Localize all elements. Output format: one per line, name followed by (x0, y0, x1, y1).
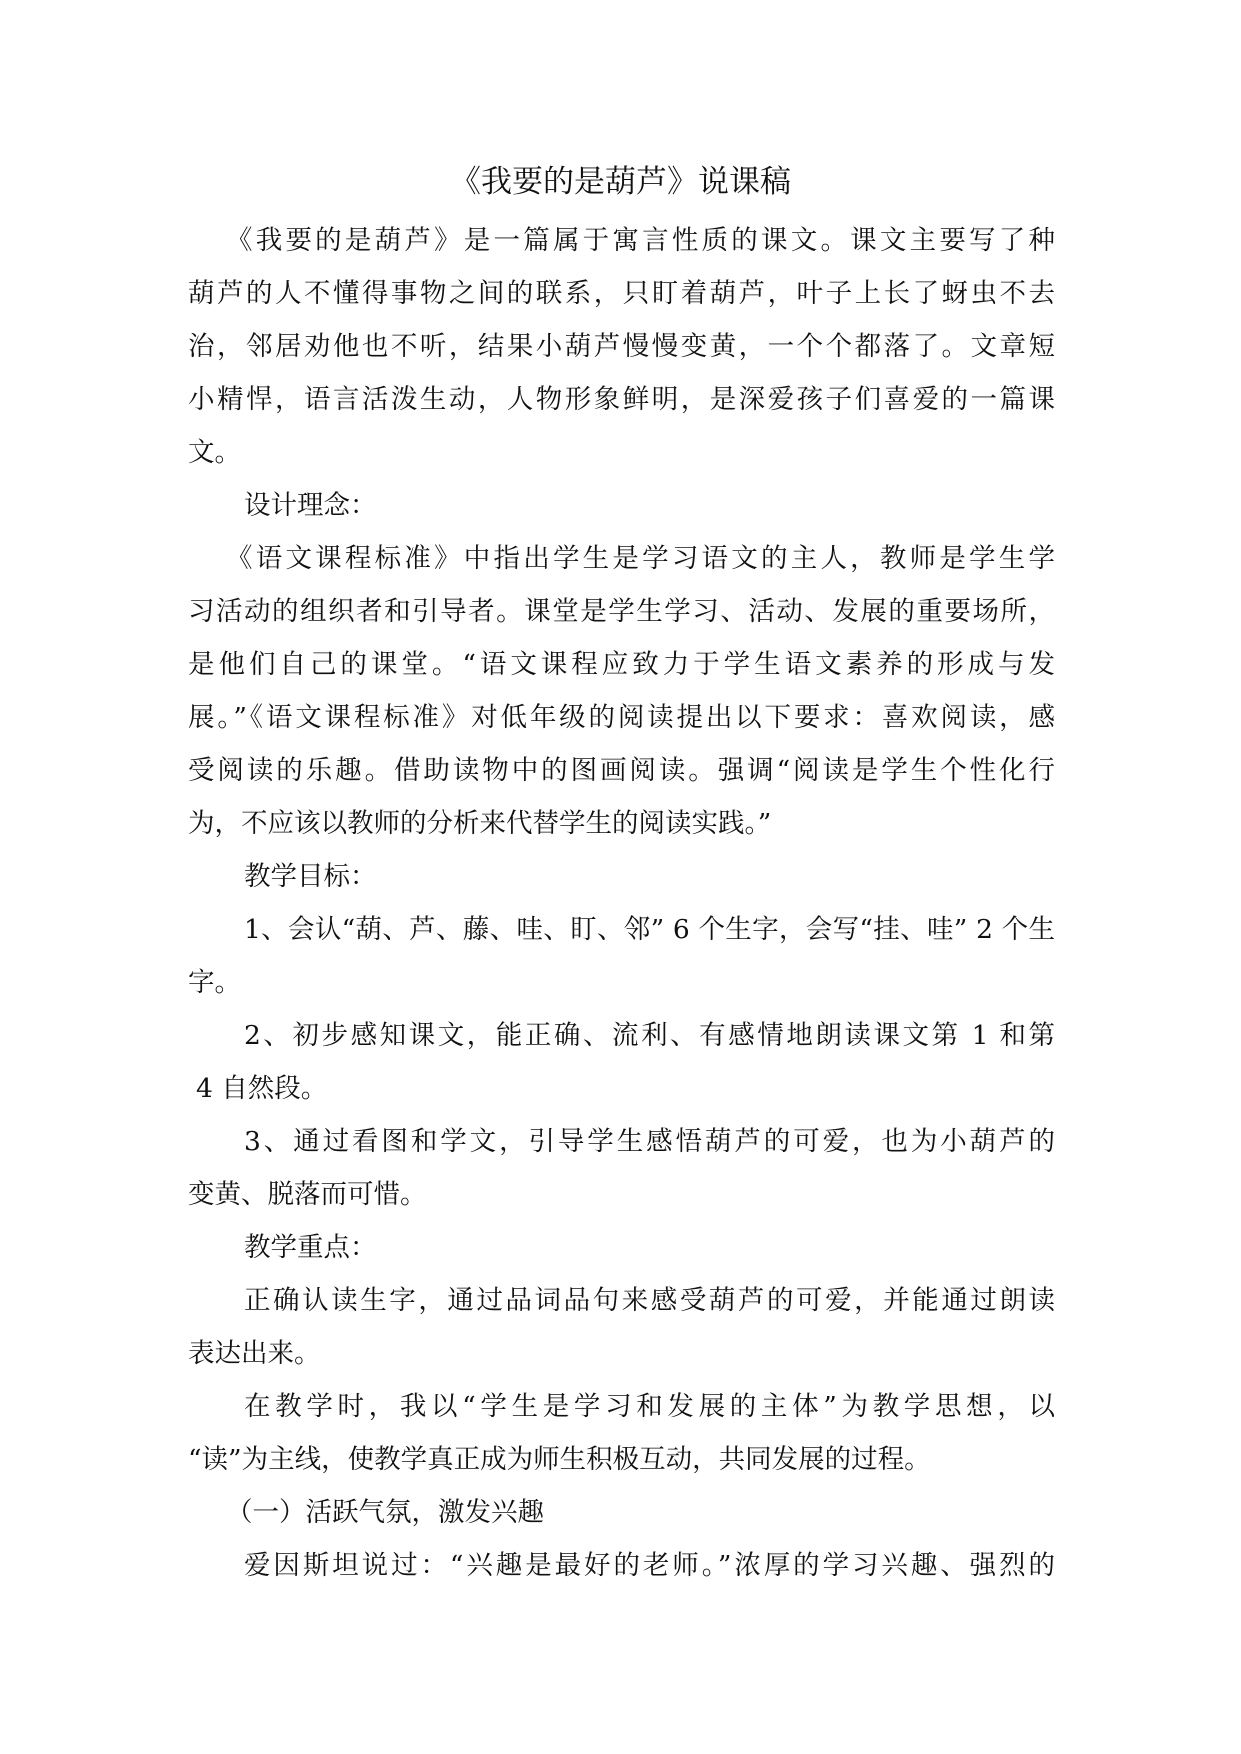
text-line: 展。”《语文课程标准》对低年级的阅读提出以下要求：喜欢阅读，感 (188, 702, 1055, 733)
paragraph-einstein-quote (188, 1539, 1055, 1592)
text-line: 习活动的组织者和引导者。课堂是学生学习、活动、发展的重要场所， (188, 596, 1055, 627)
text-line: 2、初步感知课文，能正确、流利、有感情地朗读课文第 1 和第 (244, 1020, 1055, 1051)
text-line: （一）活跃气氛，激发兴趣 (226, 1497, 544, 1528)
text-line: 受阅读的乐趣。借助读物中的图画阅读。强调“阅读是学生个性化行 (188, 755, 1055, 786)
text-line: 是他们自己的课堂。“语文课程应致力于学生语文素养的形成与发 (188, 649, 1055, 680)
goal-item-1 (188, 903, 1055, 1009)
document-body (188, 214, 1055, 1592)
paragraph-teaching-focus (188, 1274, 1055, 1380)
text-line: 教学重点： (244, 1232, 377, 1263)
paragraph-teaching-approach (188, 1380, 1055, 1486)
text-line: “读”为主线，使教学真正成为师生积极互动，共同发展的过程。 (188, 1444, 931, 1475)
section-heading-design-concept (188, 479, 1055, 532)
paragraph-curriculum-standard (188, 532, 1055, 850)
text-line: 葫芦的人不懂得事物之间的联系，只盯着葫芦，叶子上长了蚜虫不去 (188, 278, 1055, 309)
text-line: 文。 (188, 437, 241, 468)
text-line: 《我要的是葫芦》是一篇属于寓言性质的课文。课文主要写了种 (226, 225, 1055, 256)
text-line: 4 自然段。 (196, 1073, 328, 1104)
text-line: 《语文课程标准》中指出学生是学习语文的主人，教师是学生学 (226, 543, 1055, 574)
goal-item-2 (188, 1009, 1055, 1115)
text-line: 治，邻居劝他也不听，结果小葫芦慢慢变黄，一个个都落了。文章短 (188, 331, 1055, 362)
text-line: 表达出来。 (188, 1338, 321, 1369)
text-line: 1、会认“葫、芦、藤、哇、盯、邻” 6 个生字，会写“挂、哇” 2 个生 (244, 914, 1055, 945)
text-line: 教学目标： (244, 861, 377, 892)
text-line: 变黄、脱落而可惜。 (188, 1179, 427, 1210)
document-title: 《我要的是葫芦》说课稿 (450, 164, 791, 200)
section-heading-step-one (188, 1486, 1055, 1539)
section-heading-teaching-goals (188, 850, 1055, 903)
goal-item-3 (188, 1115, 1055, 1221)
text-line: 设计理念： (244, 490, 377, 521)
text-line: 字。 (188, 967, 241, 998)
text-line: 为，不应该以教师的分析来代替学生的阅读实践。” (188, 808, 772, 839)
section-heading-teaching-focus (188, 1221, 1055, 1274)
text-line: 小精悍，语言活泼生动，人物形象鲜明，是深爱孩子们喜爱的一篇课 (188, 384, 1055, 415)
paragraph-introduction (188, 214, 1055, 479)
text-line: 正确认读生字，通过品词品句来感受葫芦的可爱，并能通过朗读 (244, 1285, 1055, 1316)
text-line: 爱因斯坦说过：“兴趣是最好的老师。”浓厚的学习兴趣、强烈的 (244, 1550, 1055, 1581)
text-line: 3、通过看图和学文，引导学生感悟葫芦的可爱，也为小葫芦的 (244, 1126, 1055, 1157)
text-line: 在教学时，我以“学生是学习和发展的主体”为教学思想，以 (244, 1391, 1055, 1422)
